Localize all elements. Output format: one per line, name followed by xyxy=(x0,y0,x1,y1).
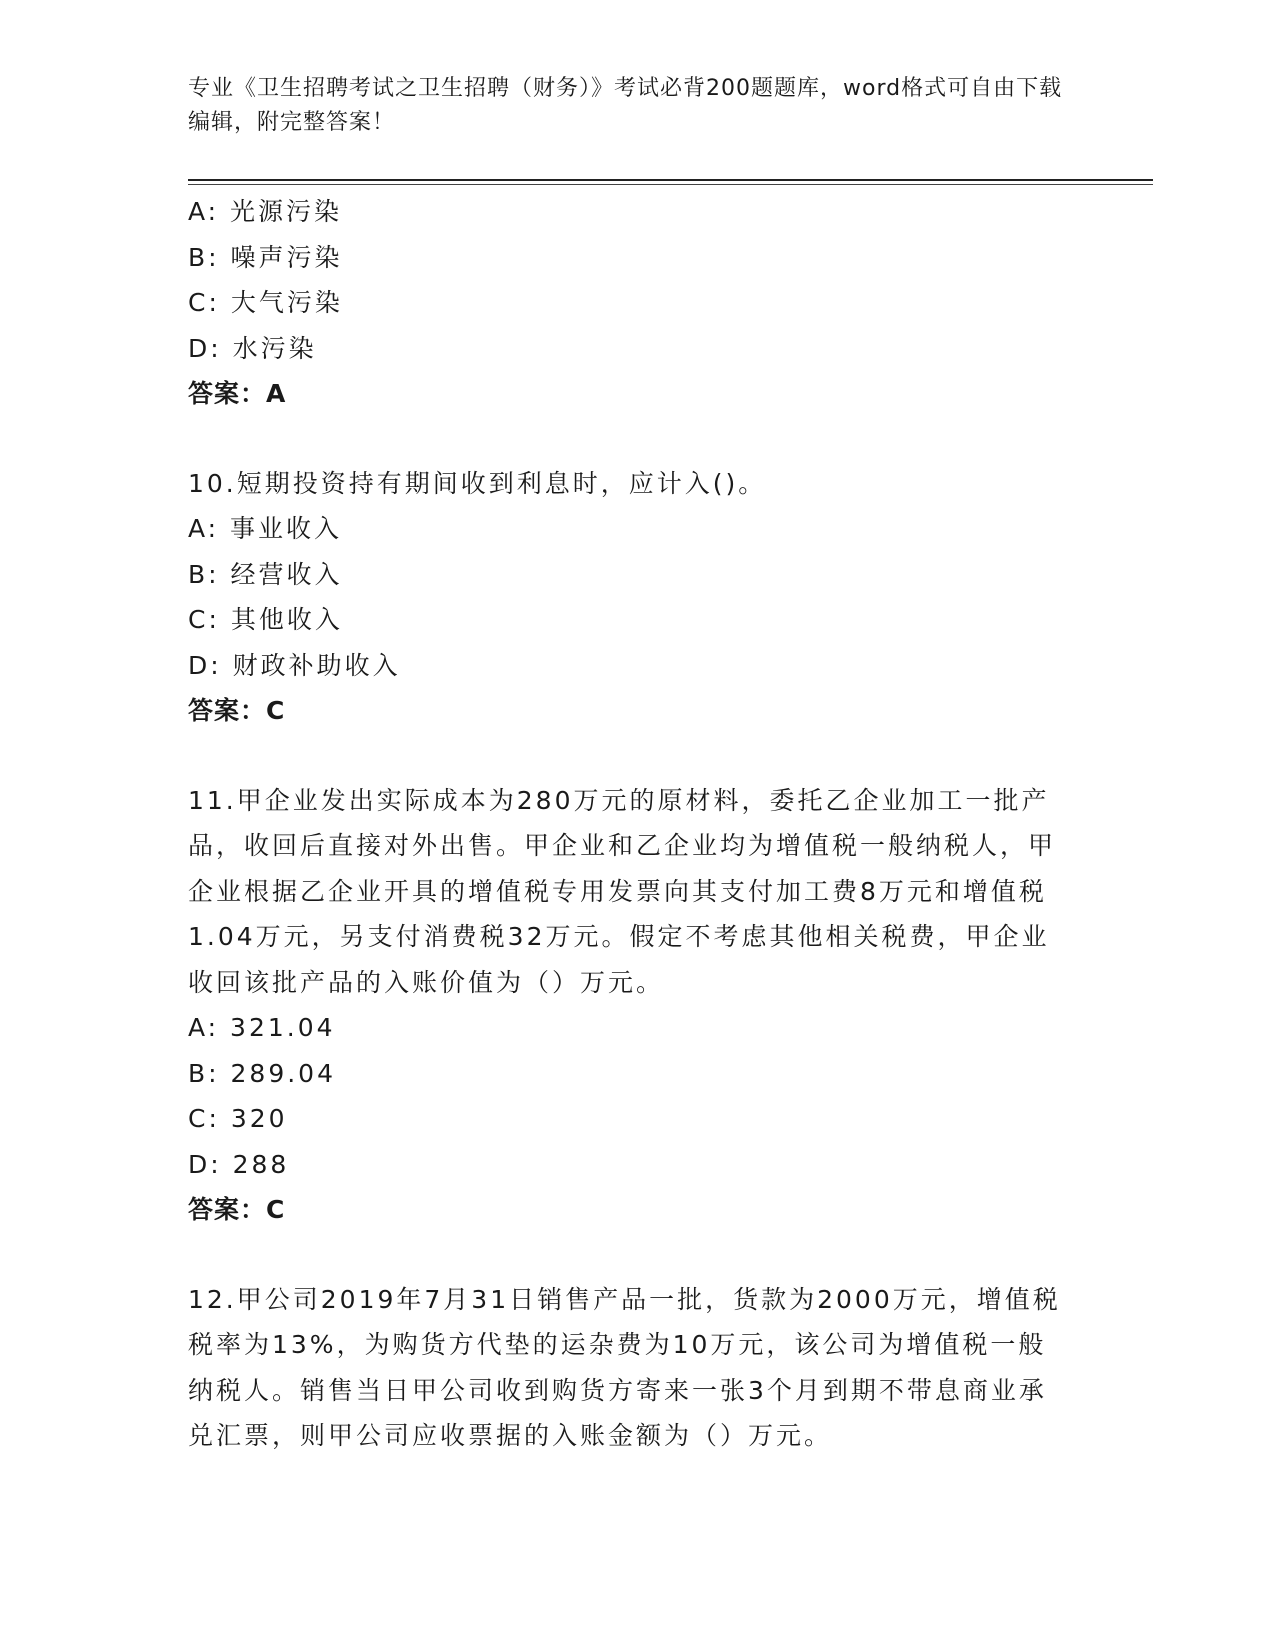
option-b: B: 289.04 xyxy=(188,1058,336,1088)
question-text: 11.甲企业发出实际成本为280万元的原材料，委托乙企业加工一批产品，收回后直接对外出售。甲企业和乙企业均为增值税一般纳税人，甲企业根据乙企业开具的增值税专用发票向其支付加工费8万元和增值税1.04万元，另支付消费税32万元。假定不考虑其他相关税费，甲企业收回该批产品的入账价值为（）万元。 xyxy=(188,785,1057,997)
option-d: D: 288 xyxy=(188,1149,290,1179)
question-text: 10.短期投资持有期间收到利息时，应计入()。 xyxy=(188,468,767,498)
question-list xyxy=(188,189,1068,1459)
option-a: A: 光源污染 xyxy=(188,197,343,226)
spacer xyxy=(188,417,1068,461)
document-header: 专业《卫生招聘考试之卫生招聘（财务）》考试必背200题题库，word格式可自由下载编辑，附完整答案！ xyxy=(188,76,1063,135)
question-9 xyxy=(188,189,1068,417)
answer: 答案：C xyxy=(188,696,286,725)
option-a: A: 事业收入 xyxy=(188,514,343,543)
option-d: D: 财政补助收入 xyxy=(188,650,401,680)
option-a: A: 321.04 xyxy=(188,1013,336,1042)
question-text: 12.甲公司2019年7月31日销售产品一批，货款为2000万元，增值税税率为13%，为购货方代垫的运杂费为10万元，该公司为增值税一般纳税人。销售当日甲公司收到购货方寄来一张3个月到期不带息商业承兑汇票，则甲公司应收票据的入账金额为（）万元。 xyxy=(188,1284,1061,1450)
option-c: C: 大气污染 xyxy=(188,288,343,317)
answer: 答案：A xyxy=(188,379,287,408)
option-c: C: 320 xyxy=(188,1104,288,1133)
question-10 xyxy=(188,461,1068,734)
option-d: D: 水污染 xyxy=(188,333,317,363)
option-c: C: 其他收入 xyxy=(188,605,343,634)
option-b: B: 噪声污染 xyxy=(188,242,343,272)
spacer xyxy=(188,1233,1068,1277)
option-b: B: 经营收入 xyxy=(188,559,343,589)
spacer xyxy=(188,734,1068,778)
question-12 xyxy=(188,1277,1068,1459)
header-divider-thick xyxy=(188,179,1153,181)
answer: 答案：C xyxy=(188,1195,286,1224)
question-11 xyxy=(188,778,1068,1233)
header-divider-thin xyxy=(188,184,1153,185)
